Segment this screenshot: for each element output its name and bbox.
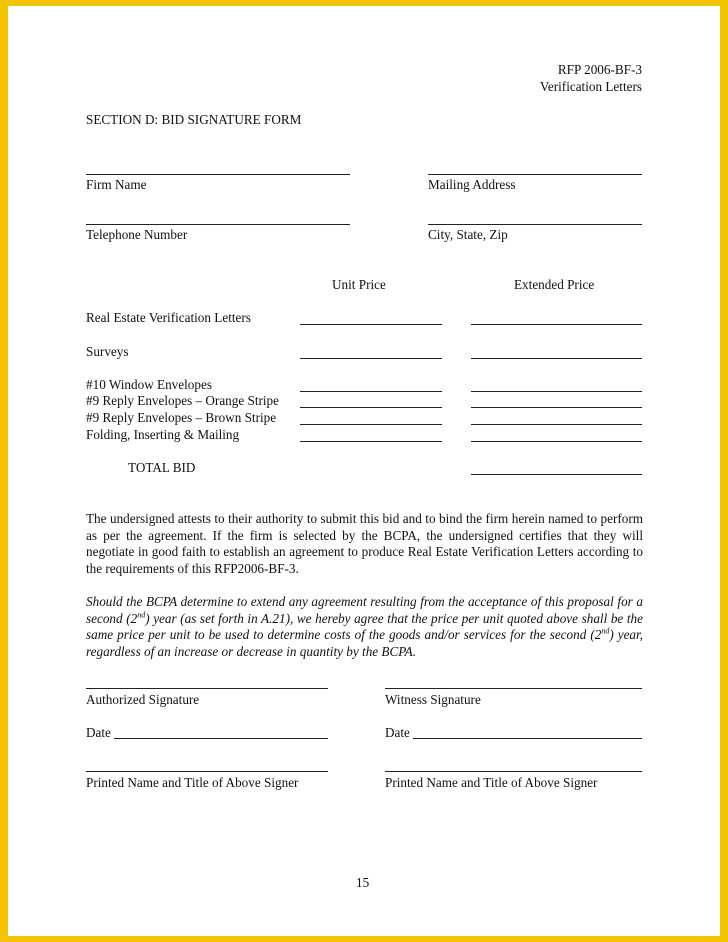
page-number: 15 [356, 875, 370, 890]
printed-name-label-left: Printed Name and Title of Above Signer [86, 775, 299, 790]
authorized-signature-label: Authorized Signature [86, 692, 200, 707]
item-label: Real Estate Verification Letters [86, 310, 251, 325]
date-field-right[interactable] [413, 738, 642, 739]
total-bid-label: TOTAL BID [128, 460, 196, 475]
date-label-left: Date [86, 725, 111, 740]
document-title: Verification Letters [539, 79, 642, 94]
item-label: #9 Reply Envelopes – Brown Stripe [86, 410, 277, 425]
extended-price-field[interactable] [471, 324, 642, 325]
extended-price-field[interactable] [471, 441, 642, 442]
ordinal-suffix: nd [137, 610, 146, 620]
extension-text-3: ) year, regardless of an increase or decrease in quantity by the BCPA. [86, 627, 643, 659]
witness-signature-line[interactable] [385, 688, 642, 689]
mailing-address-line[interactable] [428, 174, 642, 175]
unit-price-field[interactable] [300, 424, 442, 425]
attestation-paragraph: The undersigned attests to their authority to submit this bid and to bind the firm herein named to perform as per the agreement. If the firm is selected by the BCPA, the undersigned certifies that they will negotiate in good faith to establish an agreement to produce Real Estate Verification Letters according to the requirements of this RFP2006-BF-3. [86, 511, 643, 576]
city-state-zip-label: City, State, Zip [428, 227, 508, 242]
section-title: SECTION D: BID SIGNATURE FORM [86, 112, 302, 127]
mailing-address-label: Mailing Address [428, 177, 516, 192]
rfp-code: RFP 2006-BF-3 [557, 62, 642, 77]
unit-price-header: Unit Price [332, 277, 386, 292]
unit-price-field[interactable] [300, 407, 442, 408]
extended-price-header: Extended Price [514, 277, 595, 292]
extended-price-field[interactable] [471, 358, 642, 359]
unit-price-field[interactable] [300, 324, 442, 325]
printed-name-label-right: Printed Name and Title of Above Signer [385, 775, 598, 790]
firm-name-label: Firm Name [86, 177, 147, 192]
item-label: Folding, Inserting & Mailing [86, 427, 240, 442]
extended-price-field[interactable] [471, 391, 642, 392]
unit-price-field[interactable] [300, 441, 442, 442]
telephone-label: Telephone Number [86, 227, 188, 242]
extension-clause [86, 594, 643, 660]
ordinal-suffix: nd [601, 626, 610, 636]
city-state-zip-line[interactable] [428, 224, 642, 225]
printed-name-line-left[interactable] [86, 771, 328, 772]
authorized-signature-line[interactable] [86, 688, 328, 689]
date-label-right: Date [385, 725, 410, 740]
document-page [8, 6, 720, 936]
unit-price-field[interactable] [300, 391, 442, 392]
telephone-line[interactable] [86, 224, 350, 225]
extended-price-field[interactable] [471, 407, 642, 408]
item-label: #10 Window Envelopes [86, 377, 212, 392]
date-field-left[interactable] [114, 738, 328, 739]
total-bid-field[interactable] [471, 474, 642, 475]
witness-signature-label: Witness Signature [385, 692, 481, 707]
extended-price-field[interactable] [471, 424, 642, 425]
extension-text-1: Should the BCPA determine to extend any agreement resulting from the acceptance of this proposal for a second (2 [86, 594, 643, 626]
item-label: Surveys [86, 344, 129, 359]
extension-text-2: ) year (as set forth in A.21), we hereby agree that the price per unit quoted above shall be the same price per unit to be used to determine costs of the goods and/or services for the second (2 [86, 610, 643, 643]
printed-name-line-right[interactable] [385, 771, 642, 772]
unit-price-field[interactable] [300, 358, 442, 359]
firm-name-line[interactable] [86, 174, 350, 175]
item-label: #9 Reply Envelopes – Orange Stripe [86, 393, 280, 408]
